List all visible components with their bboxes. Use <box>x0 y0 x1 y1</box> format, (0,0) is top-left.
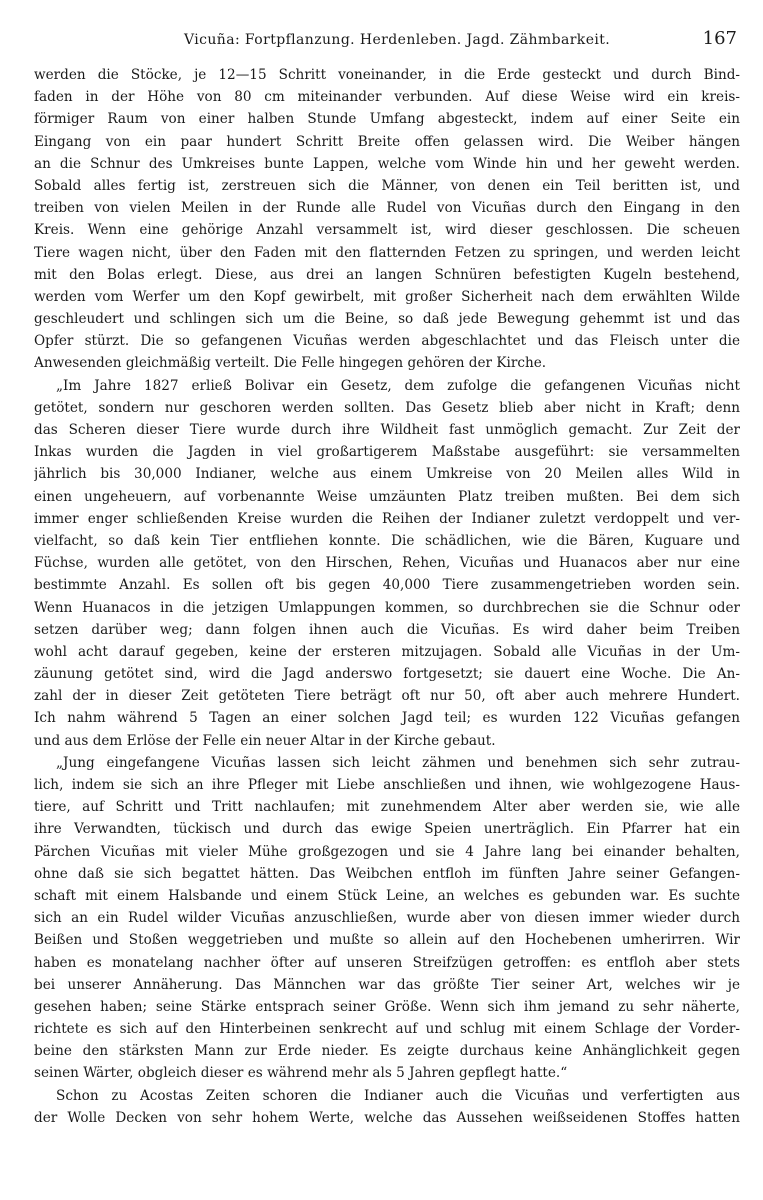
text-line: schaft mit einem Halsbande und einem Stück Leine, an welches es gebunden war. Es suchte <box>34 887 740 904</box>
text-line: Sobald alles fertig ist, zerstreuen sich die Männer, von denen ein Teil beritten ist, und <box>34 177 740 194</box>
text-line: Eingang von ein paar hundert Schritt Breite offen gelassen wird. Die Weiber hängen <box>34 133 740 150</box>
text-line: Kreis. Wenn eine gehörige Anzahl versammelt ist, wird dieser geschlossen. Die scheuen <box>34 222 740 239</box>
paragraph-start-line: „Im Jahre 1827 erließ Bolivar ein Gesetz, dem zufolge die gefangenen Vicuñas nicht <box>56 377 740 394</box>
text-line: treiben von vielen Meilen in der Runde alle Rudel von Vicuñas durch den Eingang in den <box>34 200 740 217</box>
text-line: gesehen haben; seine Stärke entsprach seiner Größe. Wenn sich ihm jemand zu sehr näherte, <box>34 998 740 1015</box>
body-text <box>34 64 740 1129</box>
text-line: ohne daß sie sich begattet hätten. Das Weibchen entfloh im fünften Jahre seiner Gefangen- <box>34 865 740 882</box>
text-line: Ich nahm während 5 Tagen an einer solchen Jagd teil; es wurden 122 Vicuñas gefangen <box>34 710 740 727</box>
text-line: haben es monatelang nachher öfter auf unseren Streifzügen getroffen: es entfloh aber stets <box>34 954 740 971</box>
text-line: bestimmte Anzahl. Es sollen oft bis gegen 40,000 Tiere zusammengetrieben worden sein. <box>34 577 740 594</box>
paragraph-start-line: „Jung eingefangene Vicuñas lassen sich leicht zähmen und benehmen sich sehr zutrau- <box>56 754 740 771</box>
text-line: immer enger schließenden Kreise wurden die Reihen der Indianer zuletzt verdoppelt und ver- <box>34 510 740 527</box>
text-line: zäunung getötet sind, wird die Jagd anderswo fortgesetzt; sie dauert eine Woche. Die An- <box>34 666 740 683</box>
text-line: Pärchen Vicuñas mit vieler Mühe großgezogen und sie 4 Jahre lang bei einander behalten, <box>34 843 740 860</box>
running-title: Vicuña: Fortpflanzung. Herdenleben. Jagd. Zähmbarkeit. <box>184 32 611 48</box>
text-line: beine den stärksten Mann zur Erde nieder. Es zeigte durchaus keine Anhänglichkeit gegen <box>34 1043 740 1060</box>
paragraph-end-line: und aus dem Erlöse der Felle ein neuer Altar in der Kirche gebaut. <box>34 732 496 749</box>
text-line: ihre Verwandten, tückisch und durch das ewige Speien unerträglich. Ein Pfarrer hat ein <box>34 821 740 838</box>
text-line: vielfacht, so daß kein Tier entfliehen konnte. Die schädlichen, wie die Bären, Kuguare und <box>34 532 740 549</box>
running-head <box>34 28 737 56</box>
text-line: einen ungeheuern, auf vorbenannte Weise umzäunten Platz treiben mußten. Bei dem sich <box>34 488 740 505</box>
text-line: wohl acht darauf gegeben, keine der ersteren mitzujagen. Sobald alle Vicuñas in der Um- <box>34 643 740 660</box>
paragraph-start-line: Schon zu Acostas Zeiten schoren die Indianer auch die Vicuñas und verfertigten aus <box>56 1087 740 1104</box>
text-line: Füchse, wurden alle getötet, von den Hirschen, Rehen, Vicuñas und Huanacos aber nur eine <box>34 555 740 572</box>
paragraph-end-line: seinen Wärter, obgleich dieser es während mehr als 5 Jahren gepflegt hatte.“ <box>34 1065 568 1082</box>
text-line: geschleudert und schlingen sich um die Beine, so daß jede Bewegung gehemmt ist und das <box>34 311 740 328</box>
page-number: 167 <box>702 28 737 49</box>
text-line: Inkas wurden die Jagden in viel großartigerem Maßstabe ausgeführt: sie versammelten <box>34 444 740 461</box>
text-line: Tiere wagen nicht, über den Faden mit den flatternden Fetzen zu springen, und werden leicht <box>34 244 740 261</box>
text-line: mit den Bolas erlegt. Diese, aus drei an langen Schnüren befestigten Kugeln bestehend, <box>34 266 740 283</box>
text-line: das Scheren dieser Tiere wurde durch ihre Wildheit fast unmöglich gemacht. Zur Zeit der <box>34 422 740 438</box>
text-line: faden in der Höhe von 80 cm miteinander verbunden. Auf diese Weise wird ein kreis- <box>34 89 740 106</box>
text-line: zahl der in dieser Zeit getöteten Tiere beträgt oft nur 50, oft aber auch mehrere Hundert. <box>34 688 740 705</box>
text-line: an die Schnur des Umkreises bunte Lappen, welche vom Winde hin und her geweht werden. <box>34 155 740 172</box>
paragraph-end-line: Anwesenden gleichmäßig verteilt. Die Felle hingegen gehören der Kirche. <box>34 355 547 372</box>
text-line: Beißen und Stoßen weggetrieben und mußte so allein auf den Hochebenen umherirren. Wir <box>34 932 740 949</box>
text-line: Opfer stürzt. Die so gefangenen Vicuñas werden abgeschlachtet und das Fleisch unter die <box>34 333 740 350</box>
text-line: der Wolle Decken von sehr hohem Werte, welche das Aussehen weißseidenen Stoffes hatten <box>34 1109 740 1126</box>
text-line: werden die Stöcke, je 12—15 Schritt voneinander, in die Erde gesteckt und durch Bind- <box>34 67 740 83</box>
text-line: lich, indem sie sich an ihre Pfleger mit Liebe anschließen und ihnen, wie wohlgezogene Haus- <box>34 777 740 793</box>
text-line: jährlich bis 30,000 Indianer, welche aus einem Umkreise von 20 Meilen alles Wild in <box>34 466 740 483</box>
text-line: Wenn Huanacos in die jetzigen Umlappungen kommen, so durchbrechen sie die Schnur oder <box>34 599 740 616</box>
text-line: werden vom Werfer um den Kopf gewirbelt, mit großer Sicherheit nach dem erwählten Wilde <box>34 288 740 305</box>
text-line: bei unserer Annäherung. Das Männchen war das größte Tier seiner Art, welches wir je <box>34 976 740 993</box>
text-line: tiere, auf Schritt und Tritt nachlaufen; mit zunehmendem Alter aber werden sie, wie alle <box>34 799 740 816</box>
text-line: richtete es sich auf den Hinterbeinen senkrecht auf und schlug mit einem Schlage der Vorder- <box>34 1021 740 1038</box>
text-line: getötet, sondern nur geschoren werden sollten. Das Gesetz blieb aber nicht in Kraft; denn <box>34 399 740 416</box>
text-line: förmiger Raum von einer halben Stunde Umfang abgesteckt, indem auf einer Seite ein <box>34 111 740 128</box>
text-line: sich an ein Rudel wilder Vicuñas anzuschließen, wurde aber von diesen immer wieder durch <box>34 910 740 927</box>
text-line: setzen darüber weg; dann folgen ihnen auch die Vicuñas. Es wird daher beim Treiben <box>34 621 740 638</box>
